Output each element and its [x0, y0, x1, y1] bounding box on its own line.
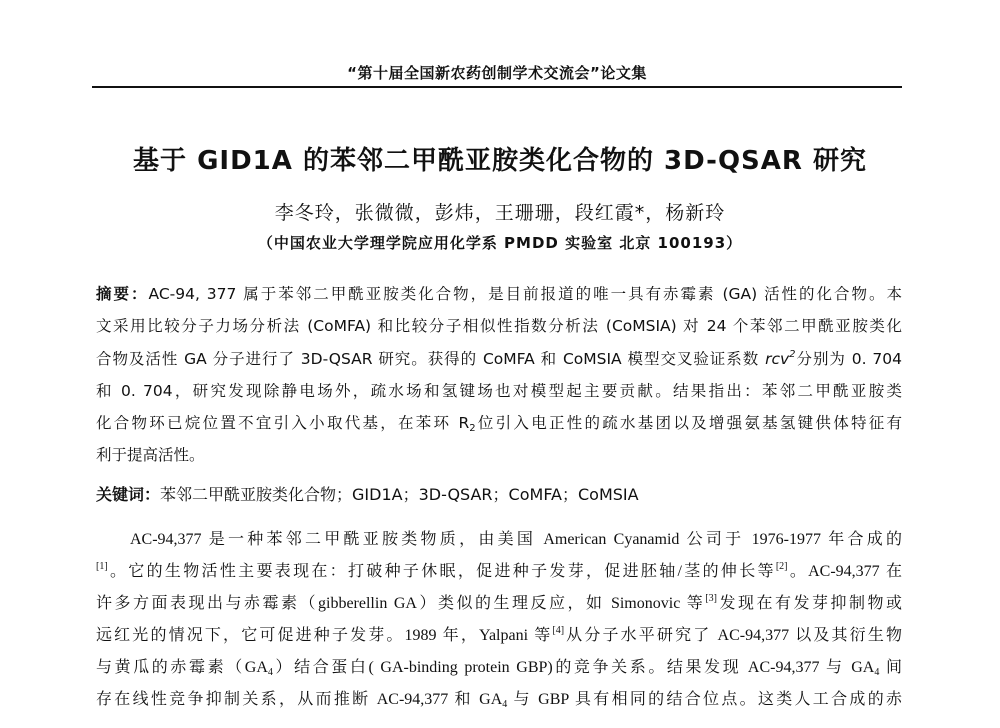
- citation[interactable]: [3]: [705, 593, 717, 604]
- citation[interactable]: [2]: [775, 561, 788, 572]
- keywords-label: 关键词：: [96, 485, 161, 504]
- rcv-symbol: rcv$^2$: [765, 348, 796, 368]
- body-line: AC-94,377 是一种苯邻二甲酰亚胺类物质，由美国 American Cyanamid 公司于 1976-1977 年合成的: [130, 531, 902, 548]
- abstract-line: [96, 439, 902, 471]
- body-line: 许多方面表现出与赤霉素（gibberellin GA）类似的生理反应，如 Simonovic 等[3]发现在有发芽抑制物或: [96, 593, 902, 612]
- abstract-text: AC-94, 377 属于苯邻二甲酰亚胺类化合物，是目前报道的唯一具有赤霉素 (GA) 活性的化合物。本: [148, 285, 902, 303]
- body-line: 存在线性竞争抑制关系，从而推断 AC-94,377 和 $GA_4$ 与 GBP 具有相同的结合位点。这类人工合成的赤: [96, 691, 902, 710]
- body-line: [1]。它的生物活性主要表现在：打破种子休眠，促进种子发芽，促进胚轴/茎的伸长等[2]。AC-94,377 在: [96, 561, 902, 580]
- abstract-text: 分别为 0. 704: [795, 349, 902, 368]
- subscript: 2: [469, 423, 476, 435]
- citation[interactable]: [4]: [552, 625, 565, 636]
- keywords-text: 苯邻二甲酰亚胺类化合物；GID1A；3D-QSAR；CoMFA；CoMSIA: [160, 485, 639, 504]
- abstract-text: 化合物环已烷位置不宜引入小取代基，在苯环 R: [96, 414, 470, 433]
- body-line: 远红光的情况下，它可促进种子发芽。1989 年，Yalpani 等[4]从分子水平研究了 AC-94,377 以及其衍生物: [96, 625, 902, 644]
- abstract-text: 位引入电正性的疏水基团以及增强氨基氢键供体特征有: [475, 414, 902, 433]
- abstract-text: 利于提高活性。: [96, 446, 205, 465]
- author-list: 李冬玲，张微微，彭炜，王珊珊，段红霞*，杨新玲: [274, 202, 726, 224]
- abstract-line: [96, 343, 902, 375]
- body-line: 与黄瓜的赤霉素$(GA_4)$结合蛋白( GA-binding protein GBP)的竞争关系。结果发现 AC-94,377 与 $GA_4$ 间: [96, 659, 902, 678]
- abstract-line: [96, 407, 902, 439]
- paper-title: 基于 GID1A 的苯邻二甲酰亚胺类化合物的 3D-QSAR 研究: [133, 146, 867, 176]
- abstract-text: 合物及活性 GA 分子进行了 3D-QSAR 研究。获得的 CoMFA 和 CoMSIA 模型交叉验证系数: [96, 349, 760, 368]
- keywords: [96, 482, 902, 505]
- body-paragraph: [96, 524, 902, 716]
- abstract-line: [96, 375, 902, 407]
- abstract-text: 和 0. 704，研究发现除静电场外，疏水场和氢键场也对模型起主要贡献。结果指出：苯邻二甲酰亚胺类: [96, 381, 902, 400]
- running-header: “第十届全国新农药创制学术交流会”论文集: [347, 64, 647, 82]
- affiliation: （中国农业大学理学院应用化学系 PMDD 实验室 北京 100193）: [257, 234, 743, 252]
- abstract-label: 摘要：: [96, 285, 149, 303]
- abstract: [96, 278, 902, 472]
- citation[interactable]: [1]: [96, 561, 108, 572]
- abstract-text: 文采用比较分子力场分析法 (CoMFA) 和比较分子相似性指数分析法 (CoMSIA) 对 24 个苯邻二甲酰亚胺类化: [96, 317, 902, 336]
- abstract-line: [96, 278, 902, 310]
- header-rule: [92, 86, 902, 88]
- abstract-line: [96, 310, 902, 342]
